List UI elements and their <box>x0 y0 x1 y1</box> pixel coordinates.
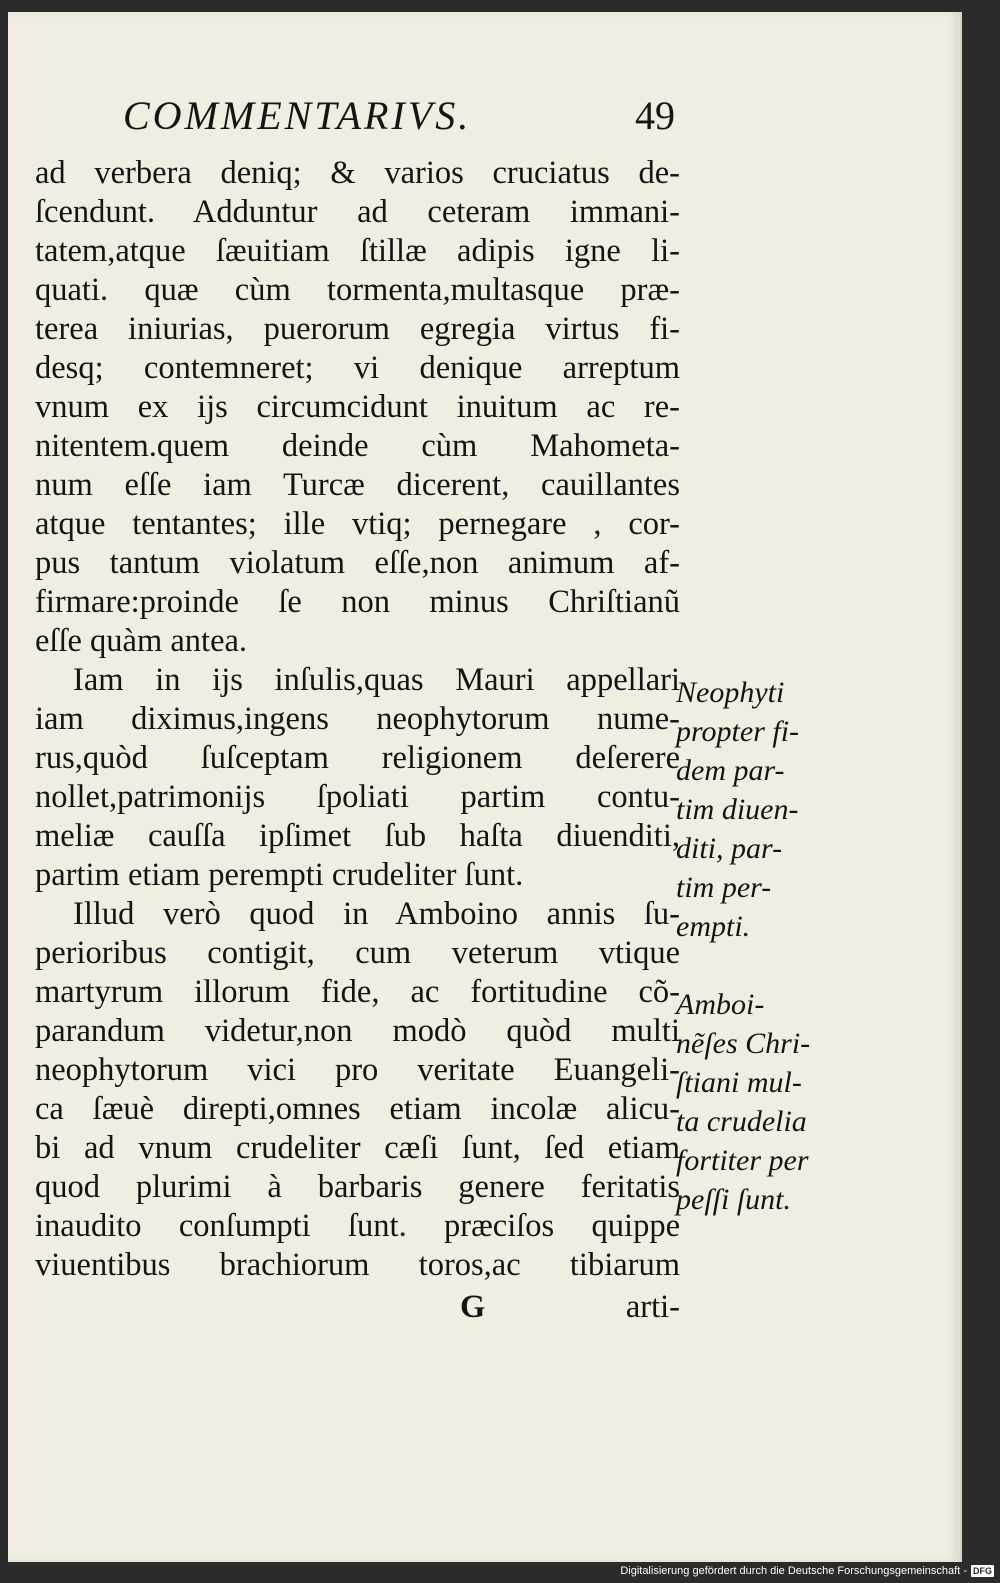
text-line: inaudito conſumpti ſunt. præciſos quippe <box>35 1208 680 1244</box>
note-line: tim per- <box>676 871 772 904</box>
text-line: parandum videtur,non modò quòd multi <box>35 1013 680 1049</box>
text-line: vnum ex ijs circumcidunt inuitum ac re- <box>35 389 680 425</box>
signature-mark: G <box>460 1289 486 1325</box>
text-line: tatem,atque ſæuitiam ſtillæ adipis igne li- <box>35 233 680 269</box>
note-line: tim diuen- <box>676 793 799 826</box>
catchword: arti- <box>625 1289 680 1325</box>
note-line: fortiter per <box>676 1144 809 1177</box>
marginal-note-amboinenses <box>676 985 836 1219</box>
note-line: peſſi ſunt. <box>676 1183 791 1216</box>
text-line: terea iniurias, puerorum egregia virtus fi- <box>35 311 680 347</box>
text-line: partim etiam perempti crudeliter ſunt. <box>35 857 524 893</box>
credit-text: Digitalisierung gefördert durch die Deutsche Forschungsgemeinschaft - <box>620 1565 967 1577</box>
text-line: Illud verò quod in Amboino annis ſu- <box>73 896 680 932</box>
text-line: nollet,patrimonijs ſpoliati partim contu- <box>35 779 680 815</box>
text-line: atque tentantes; ille vtiq; pernegare , cor- <box>35 506 680 542</box>
text-line: pus tantum violatum eſſe,non animum af- <box>35 545 680 581</box>
text-line: ad verbera deniq; & varios cruciatus de- <box>35 155 680 191</box>
note-line: dem par- <box>676 754 785 787</box>
text-line: desq; contemneret; vi denique arreptum <box>35 350 680 386</box>
note-line: empti. <box>676 910 751 943</box>
text-line: firmare:proinde ſe non minus Chriſtianũ <box>35 584 680 620</box>
dfg-logo-icon: DFG <box>973 1566 992 1576</box>
marginal-note-neophyti <box>676 673 836 946</box>
page-header <box>123 92 675 144</box>
text-line: rus,quòd ſuſceptam religionem deſerere <box>35 740 680 776</box>
page-number: 49 <box>635 93 675 138</box>
text-line: neophytorum vici pro veritate Euangeli- <box>35 1052 680 1088</box>
catchline <box>35 1289 680 1329</box>
note-line: Neophyti <box>676 676 785 709</box>
text-line: num eſſe iam Turcæ dicerent, cauillantes <box>35 467 680 503</box>
note-line: propter fi- <box>676 715 800 748</box>
text-line: meliæ cauſſa ipſimet ſub haſta diuenditi, <box>35 818 680 854</box>
text-line: ca ſæuè direpti,omnes etiam incolæ alicu- <box>35 1091 680 1127</box>
digitization-credit <box>620 1565 994 1577</box>
text-line: ſcendunt. Adduntur ad ceteram immani- <box>35 194 680 230</box>
text-line: eſſe quàm antea. <box>35 623 248 659</box>
text-line: perioribus contigit, cum veterum vtique <box>35 935 680 971</box>
text-line: viuentibus brachiorum toros,ac tibiarum <box>35 1247 680 1283</box>
note-line: ta crudelia <box>676 1105 807 1138</box>
text-line: nitentem.quem deinde cùm Mahometa- <box>35 428 680 464</box>
note-line: nẽſes Chri- <box>676 1027 811 1060</box>
text-line: quati. quæ cùm tormenta,multasque præ- <box>35 272 680 308</box>
text-line: quod plurimi à barbaris genere feritatis <box>35 1169 680 1205</box>
text-line: Iam in ijs inſulis,quas Mauri appellari <box>73 662 680 698</box>
text-line: iam diximus,ingens neophytorum nume- <box>35 701 680 737</box>
note-line: Amboi- <box>676 988 765 1021</box>
running-head: COMMENTARIVS. <box>123 93 472 138</box>
main-text-block <box>35 154 680 1285</box>
text-line: martyrum illorum fide, ac fortitudine cõ- <box>35 974 680 1010</box>
book-page <box>8 12 962 1562</box>
text-line: bi ad vnum crudeliter cæſi ſunt, ſed etiam <box>35 1130 680 1166</box>
note-line: ſtiani mul- <box>676 1066 802 1099</box>
note-line: diti, par- <box>676 832 783 865</box>
